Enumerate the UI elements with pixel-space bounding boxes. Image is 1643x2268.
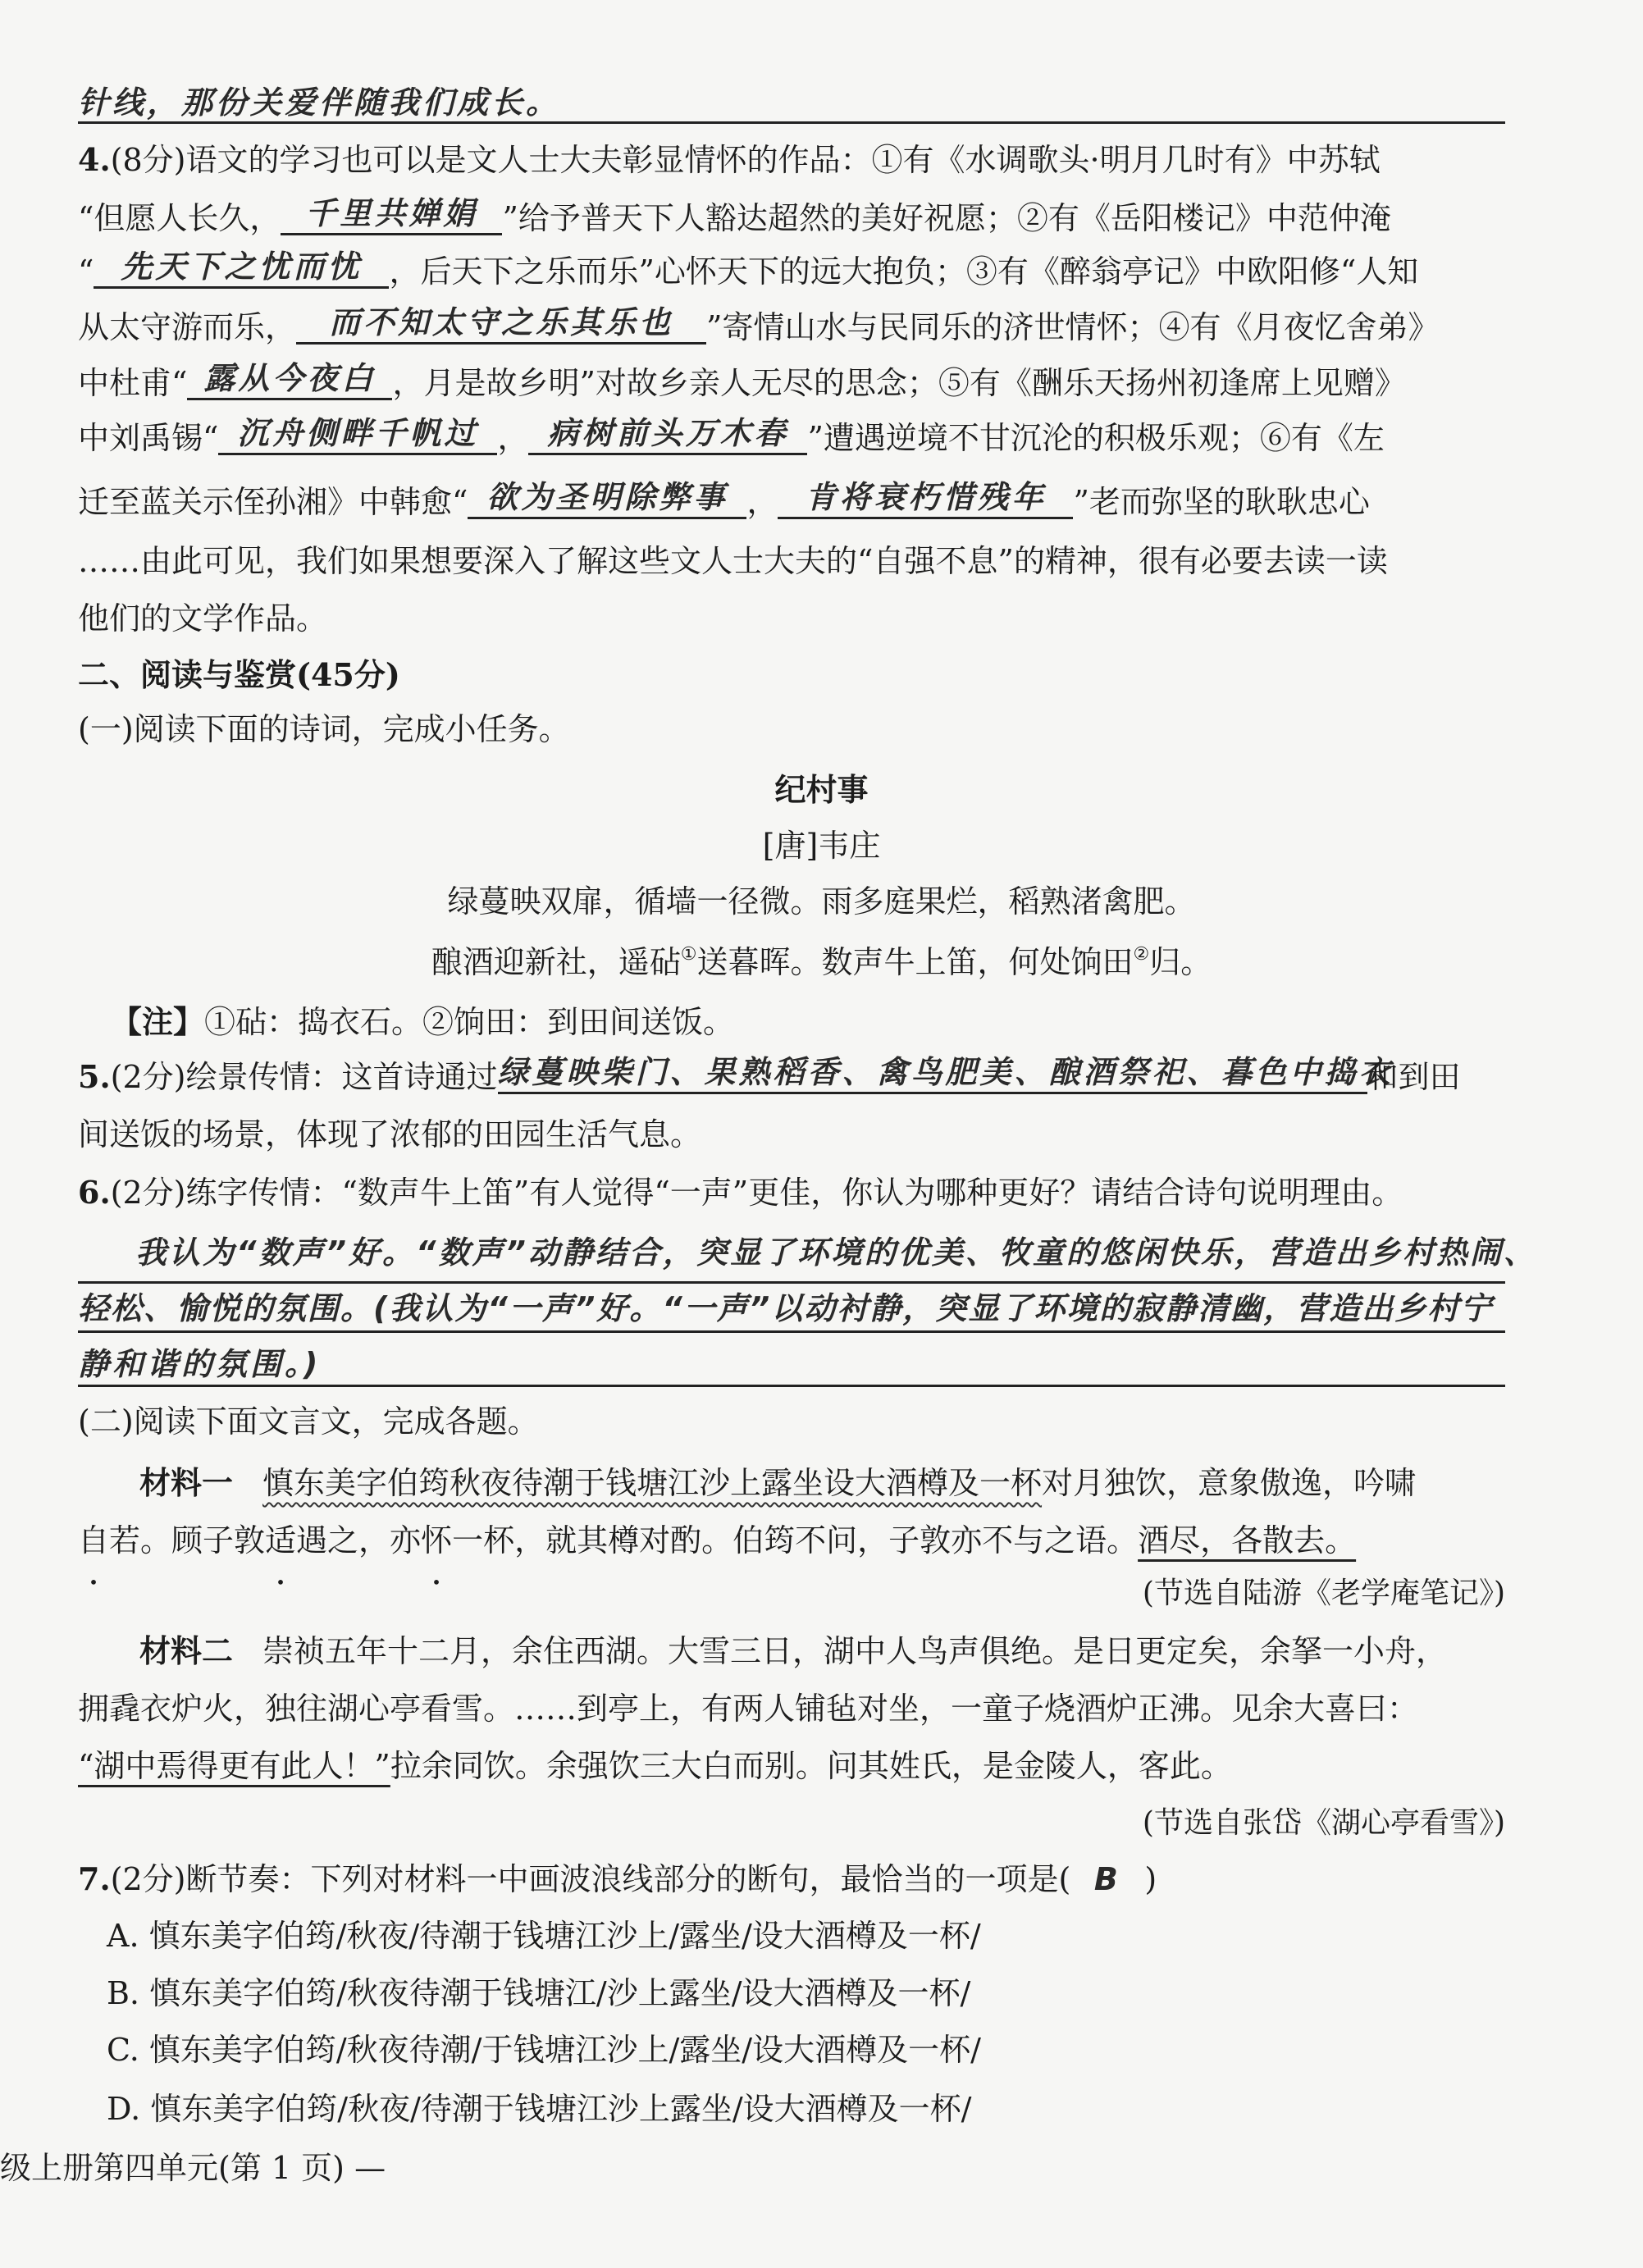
material-2-label: 材料二	[139, 1632, 234, 1669]
q4-text: ，月是故乡明”对故乡亲人无尽的思念；⑤有《酬乐天扬州初逢席上见赠》	[392, 365, 1406, 401]
sub-section-2-heading: (二)阅读下面文言文，完成各题。	[78, 1403, 539, 1440]
answer-rule	[78, 121, 1505, 124]
q6-answer-line-1: 我认为“数声”好。“数声”动静结合，突显了环境的优美、牧童的悠闲快乐，营造出乡村热闹、	[135, 1234, 1537, 1271]
note-text: ①砧：捣衣石。②饷田：到田间送饭。	[204, 1004, 735, 1040]
q4-line-6	[78, 411, 1505, 465]
q4-line-2	[78, 191, 1505, 245]
poem-note	[111, 995, 1505, 1049]
q4-answer-blank-4: 露从今夜白	[187, 358, 392, 400]
dotted-character: 适	[265, 1522, 297, 1558]
material-1-text: 对月独饮，意象傲逸，吟啸	[1042, 1465, 1417, 1501]
q4-line-5	[78, 356, 1505, 410]
q4-text: (8分)语文的学习也可以是文人士大夫彰显情怀的作品：①有《水调歌头·明月几时有》中苏轼	[110, 142, 1381, 178]
q4-line-8: ……由此可见，我们如果想要深入了解这些文人士大夫的“自强不息”的精神，很有必要去读一读	[78, 543, 1388, 579]
q4-answer-blank-5: 沉舟侧畔千帆过	[218, 413, 497, 455]
q6-number: 6.	[78, 1174, 111, 1211]
q5-line-1	[78, 1050, 1505, 1104]
q4-answer-blank-6: 病树前头万木春	[528, 413, 807, 455]
material-2-line-3	[78, 1739, 1505, 1793]
q7-option-c: C. 慎东美字伯筠/秋夜待潮/于钱塘江沙上/露坐/设大酒樽及一杯/	[107, 2032, 981, 2068]
poem-text: 送暮晖。数声牛上笛，何处饷田	[696, 944, 1134, 980]
q4-number: 4.	[78, 141, 111, 178]
q7-option-d: D. 慎东美字伯筠/秋夜/待潮于钱塘江沙上露坐/设大酒樽及一杯/	[107, 2091, 972, 2127]
q7-stem	[78, 1852, 1505, 1906]
poem-text: 酿酒迎新社，遥砧	[431, 944, 681, 980]
q4-text: ，	[497, 420, 529, 456]
material-2-text: 崇祯五年十二月，余住西湖。大雪三日，湖中人鸟声俱绝。是日更定矣，余拏一小舟，	[262, 1633, 1448, 1669]
q6-answer-line-3: 静和谐的氛围。)	[78, 1346, 322, 1382]
q4-text: ”寄情山水与民同乐的济世情怀；④有《月夜忆舍弟》	[706, 309, 1440, 345]
material-1-text: 若。顾子敦	[109, 1522, 266, 1558]
q7-option-a: A. 慎东美字伯筠/秋夜/待潮于钱塘江沙上/露坐/设大酒樽及一杯/	[107, 1918, 981, 1954]
q4-text: ”遭遇逆境不甘沉沦的积极乐观；⑥有《左	[807, 420, 1385, 456]
q4-answer-blank-8: 肯将衰朽惜残年	[778, 477, 1073, 519]
q4-text: “	[78, 253, 94, 290]
q5-text: (2分)绘景传情：这首诗通过	[110, 1059, 498, 1095]
material-1-text: 遇之，亦	[296, 1522, 422, 1558]
dotted-character: 怀	[421, 1522, 453, 1558]
q6-text: (2分)练字传情：“数声牛上笛”有人觉得“一声”更佳，你认为哪种更好？请结合诗句说明理由。	[110, 1175, 1403, 1211]
poem-text: 归。	[1149, 944, 1212, 980]
underlined-sentence: “湖中焉得更有此人！”	[78, 1748, 390, 1784]
q4-line-3	[78, 244, 1505, 299]
q4-text: 迁至蓝关示侄孙湘》中韩愈“	[78, 484, 468, 520]
answer-rule	[78, 1385, 1505, 1387]
answer-rule	[78, 1330, 1505, 1333]
material-2-line-1	[139, 1624, 1505, 1678]
material-1-line-2	[78, 1513, 1505, 1568]
material-1-source: (节选自陆游《老学庵笔记》)	[1142, 1577, 1505, 1610]
poem-line-2	[0, 935, 1643, 989]
previous-answer-continuation: 针线，那份关爱伴随我们成长。	[78, 84, 561, 121]
q4-line-7	[78, 475, 1505, 529]
material-1-line-1	[139, 1456, 1567, 1510]
q5-answer-blank: 绿蔓映柴门、果熟稻香、禽鸟肥美、酿酒祭祀、暮色中捣衣	[498, 1052, 1367, 1094]
q4-text: “但愿人长久，	[78, 200, 281, 236]
material-2-source: (节选自张岱《湖心亭看雪》)	[1142, 1806, 1505, 1840]
poem-line-1: 绿蔓映双扉，循墙一径微。雨多庭果烂，稻熟渚禽肥。	[447, 883, 1196, 920]
q4-line-4	[78, 300, 1505, 354]
q7-text: )	[1144, 1861, 1157, 1897]
q7-number: 7.	[78, 1860, 111, 1897]
poem-title: 纪村事	[774, 771, 869, 808]
q5-number: 5.	[78, 1058, 111, 1095]
q4-text: 中刘禹锡“	[78, 420, 219, 456]
q5-text: 和到田	[1367, 1059, 1461, 1095]
q7-option-b: B. 慎东美字伯筠/秋夜待潮于钱塘江/沙上露坐/设大酒樽及一杯/	[107, 1975, 971, 2011]
q7-answer: B	[1093, 1861, 1121, 1897]
q4-text: 从太守游而乐，	[78, 309, 297, 345]
page-footer: 级上册第四单元(第 1 页) —	[0, 2150, 386, 2186]
material-2-text: 拉余同饮。余强饮三大白而别。问其姓氏，是金陵人，客此。	[390, 1748, 1232, 1784]
footnote-marker-1: ①	[680, 944, 697, 965]
q4-answer-blank-2: 先天下之忧而忧	[94, 247, 389, 289]
material-2-line-2: 拥毳衣炉火，独往湖心亭看雪。……到亭上，有两人铺毡对坐，一童子烧酒炉正沸。见余大喜曰：	[78, 1691, 1419, 1727]
q5-line-2: 间送饭的场景，体现了浓郁的田园生活气息。	[78, 1116, 702, 1152]
q6-answer-line-2: 轻松、愉悦的氛围。(我认为“一声”好。“一声”以动衬静，突显了环境的寂静清幽，营造出乡村宁	[78, 1290, 1494, 1326]
q4-text: ”给予普天下人豁达超然的美好祝愿；②有《岳阳楼记》中范仲淹	[502, 200, 1391, 236]
q4-text: ，	[746, 484, 778, 520]
dotted-character: 自	[78, 1522, 110, 1558]
poem-author: [唐]韦庄	[762, 828, 881, 864]
q4-answer-blank-3: 而不知太守之乐其乐也	[296, 303, 706, 345]
material-1-label: 材料一	[139, 1464, 234, 1501]
material-1-text: 一杯，就其樽对酌。伯筠不问，子敦亦不与之语。	[452, 1522, 1139, 1558]
wavy-underlined-passage: 慎东美字伯筠秋夜待潮于钱塘江沙上露坐设大酒樽及一杯	[262, 1465, 1043, 1501]
q4-line-1	[78, 133, 1505, 187]
q6-line-1	[78, 1166, 1505, 1220]
q7-text: (2分)断节奏：下列对材料一中画波浪线部分的断句，最恰当的一项是(	[110, 1861, 1071, 1897]
q4-text: 中杜甫“	[78, 365, 188, 401]
sub-section-1-heading: (一)阅读下面的诗词，完成小任务。	[78, 711, 570, 747]
q4-text: ，后天下之乐而乐”心怀天下的远大抱负；③有《醉翁亭记》中欧阳修“人知	[389, 253, 1419, 290]
footnote-marker-2: ②	[1133, 944, 1150, 965]
underlined-sentence: 酒尽，各散去。	[1138, 1522, 1357, 1558]
q4-line-9: 他们的文学作品。	[78, 600, 328, 637]
q4-answer-blank-7: 欲为圣明除弊事	[468, 477, 746, 519]
section-heading: 二、阅读与鉴赏(45分)	[78, 656, 400, 693]
q4-text: ”老而弥坚的耿耿忠心	[1073, 484, 1370, 520]
q4-answer-blank-1: 千里共婵娟	[281, 194, 502, 235]
note-label: 【注】	[111, 1003, 205, 1040]
